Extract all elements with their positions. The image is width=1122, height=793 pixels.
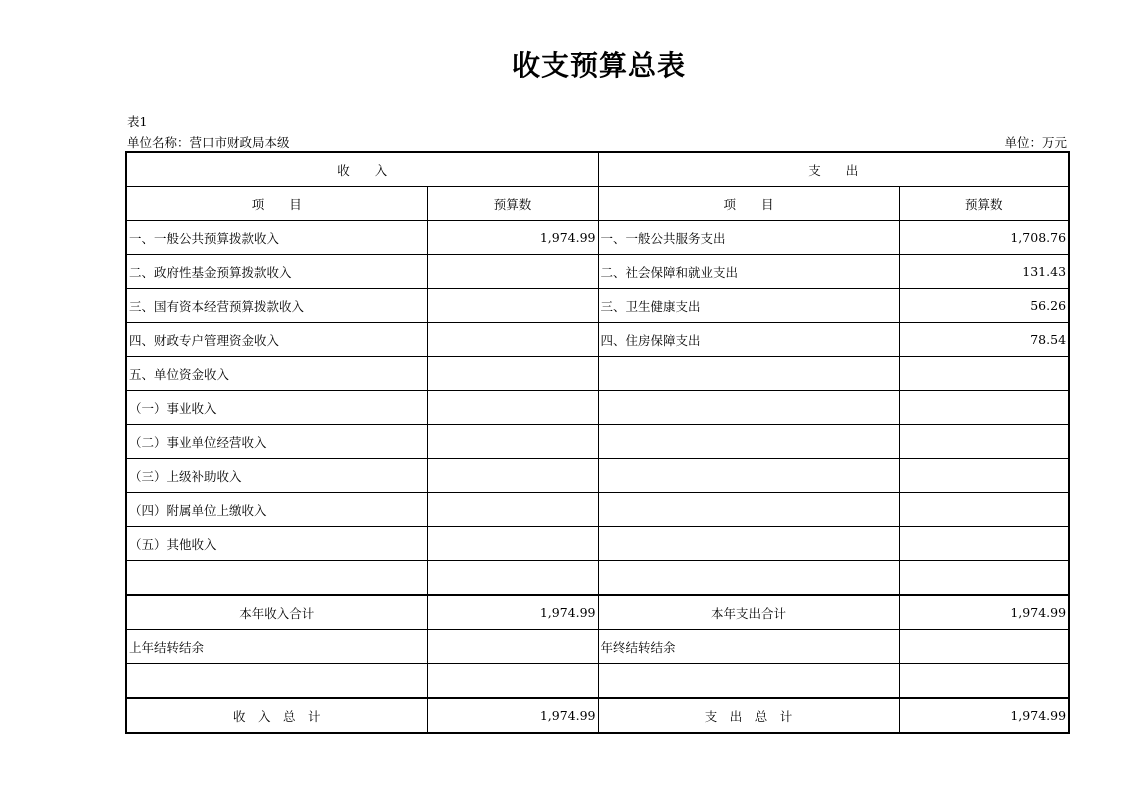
table-row: [126, 391, 1069, 425]
expense-value-cell: 131.43: [899, 255, 1069, 289]
income-carryover-label: 上年结转结余: [126, 630, 427, 664]
expense-value-cell: 1,708.76: [899, 221, 1069, 255]
income-carryover-value: [427, 630, 598, 664]
expense-item-cell: [598, 493, 899, 527]
income-total-value: 1,974.99: [427, 698, 598, 733]
income-value-cell: 1,974.99: [427, 221, 598, 255]
table-number: 表1: [127, 114, 148, 129]
empty-cell: [427, 664, 598, 699]
income-subtotal-value: 1,974.99: [427, 595, 598, 630]
table-row: [126, 323, 1069, 357]
table-row: [126, 459, 1069, 493]
income-item-header: 项 目: [126, 187, 427, 221]
expense-item-cell: 一、一般公共服务支出: [598, 221, 899, 255]
expense-item-cell: [598, 391, 899, 425]
empty-cell: [598, 664, 899, 699]
expense-carryover-label: 年终结转结余: [598, 630, 899, 664]
expense-budget-header: 预算数: [899, 187, 1069, 221]
expense-item-cell: [598, 561, 899, 596]
income-item-cell: 二、政府性基金预算拨款收入: [126, 255, 427, 289]
expense-value-cell: [899, 391, 1069, 425]
income-value-cell: [427, 391, 598, 425]
income-value-cell: [427, 289, 598, 323]
table-row: [126, 255, 1069, 289]
income-value-cell: [427, 561, 598, 596]
income-item-cell: （三）上级补助收入: [126, 459, 427, 493]
table-row: [126, 289, 1069, 323]
income-item-cell: 五、单位资金收入: [126, 357, 427, 391]
expense-value-cell: [899, 561, 1069, 596]
table-row: [126, 493, 1069, 527]
empty-cell: [126, 664, 427, 699]
table-row: [126, 425, 1069, 459]
empty-row: [126, 664, 1069, 699]
income-subtotal-label: 本年收入合计: [126, 595, 427, 630]
expense-value-cell: 78.54: [899, 323, 1069, 357]
income-budget-header: 预算数: [427, 187, 598, 221]
header-row-columns: [126, 187, 1069, 221]
subtotal-row: [126, 595, 1069, 630]
expense-total-label: 支 出 总 计: [598, 698, 899, 733]
expense-item-cell: [598, 425, 899, 459]
income-value-cell: [427, 459, 598, 493]
table-row: [126, 357, 1069, 391]
expense-item-cell: [598, 357, 899, 391]
expense-value-cell: [899, 357, 1069, 391]
table-row: [126, 527, 1069, 561]
unit-name: 单位名称：营口市财政局本级: [127, 135, 290, 150]
expense-subtotal-label: 本年支出合计: [598, 595, 899, 630]
expense-item-cell: 三、卫生健康支出: [598, 289, 899, 323]
expense-value-cell: [899, 425, 1069, 459]
expense-carryover-value: [899, 630, 1069, 664]
expense-section-header: 支 出: [598, 152, 1069, 187]
table-row: [126, 561, 1069, 596]
expense-value-cell: [899, 459, 1069, 493]
expense-total-value: 1,974.99: [899, 698, 1069, 733]
income-item-cell: 四、财政专户管理资金收入: [126, 323, 427, 357]
expense-item-header: 项 目: [598, 187, 899, 221]
income-item-cell: [126, 561, 427, 596]
income-item-cell: （四）附属单位上缴收入: [126, 493, 427, 527]
table-row: [126, 221, 1069, 255]
unit-label: 单位：万元: [1004, 135, 1067, 150]
income-value-cell: [427, 493, 598, 527]
total-row: [126, 698, 1069, 733]
empty-cell: [899, 664, 1069, 699]
page-title: 收支预算总表: [511, 49, 686, 82]
expense-item-cell: [598, 527, 899, 561]
income-value-cell: [427, 255, 598, 289]
income-item-cell: 三、国有资本经营预算拨款收入: [126, 289, 427, 323]
income-value-cell: [427, 527, 598, 561]
carryover-row: [126, 630, 1069, 664]
income-item-cell: （二）事业单位经营收入: [126, 425, 427, 459]
income-value-cell: [427, 357, 598, 391]
income-item-cell: （一）事业收入: [126, 391, 427, 425]
budget-table: [125, 151, 1070, 734]
income-total-label: 收 入 总 计: [126, 698, 427, 733]
expense-item-cell: 二、社会保障和就业支出: [598, 255, 899, 289]
expense-value-cell: [899, 493, 1069, 527]
income-item-cell: 一、一般公共预算拨款收入: [126, 221, 427, 255]
income-value-cell: [427, 323, 598, 357]
income-value-cell: [427, 425, 598, 459]
expense-item-cell: [598, 459, 899, 493]
expense-item-cell: 四、住房保障支出: [598, 323, 899, 357]
expense-subtotal-value: 1,974.99: [899, 595, 1069, 630]
header-row-section: [126, 152, 1069, 187]
income-item-cell: （五）其他收入: [126, 527, 427, 561]
income-section-header: 收 入: [126, 152, 598, 187]
expense-value-cell: [899, 527, 1069, 561]
expense-value-cell: 56.26: [899, 289, 1069, 323]
